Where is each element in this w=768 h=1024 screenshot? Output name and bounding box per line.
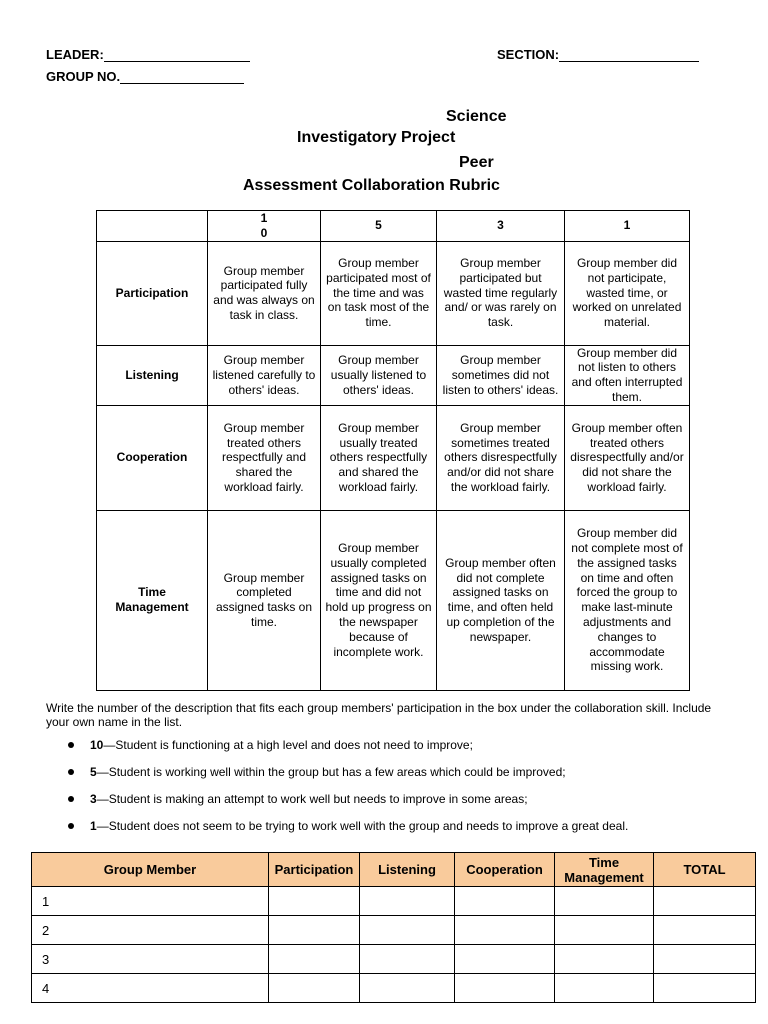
list-item [46, 792, 736, 819]
legend-number: 3 [90, 792, 97, 806]
criterion-label: Participation [97, 241, 208, 345]
score-cell[interactable] [455, 945, 555, 974]
legend-number: 10 [90, 738, 104, 752]
legend-dash: — [96, 792, 109, 806]
score-cell[interactable] [269, 945, 360, 974]
score-cell[interactable] [360, 916, 455, 945]
title-peer: Peer [459, 154, 494, 171]
score-cell[interactable] [555, 974, 654, 1003]
row-number: 2 [32, 916, 269, 945]
score-cell[interactable] [360, 974, 455, 1003]
score-cell[interactable] [555, 887, 654, 916]
row-number: 1 [32, 887, 269, 916]
section-blank[interactable] [559, 49, 699, 62]
score-cell[interactable] [269, 916, 360, 945]
rubric-cell: Group member did not complete most of the assigned tasks on time and often forced the group to make last-minute adjustments and changes to accommodate missing work. [565, 510, 690, 690]
row-number: 4 [32, 974, 269, 1003]
score-cell[interactable] [654, 916, 756, 945]
list-item [46, 765, 736, 792]
table-row [32, 945, 756, 974]
rubric-cell: Group member usually listened to others' ideas. [321, 345, 437, 405]
score-header-10 [208, 211, 321, 242]
legend-text: Student is making an attempt to work well but needs to improve in some areas; [108, 792, 528, 806]
score-header-3: 3 [437, 211, 565, 242]
list-item [46, 819, 736, 846]
table-row [32, 887, 756, 916]
legend-text: Student does not seem to be trying to work well with the group and needs to improve a great deal. [108, 819, 629, 833]
score-legend-list [46, 738, 736, 846]
score-cell[interactable] [654, 887, 756, 916]
score-header-1: 1 [565, 211, 690, 242]
legend-dash: — [96, 765, 109, 779]
bullet-icon [68, 796, 74, 802]
rubric-cell: Group member usually completed assigned tasks on time and did not hold up progress on the newspaper because of incomplete work. [321, 510, 437, 690]
score-header-row [32, 853, 756, 887]
rubric-table [96, 210, 690, 691]
legend-dash: — [96, 819, 109, 833]
table-row [32, 916, 756, 945]
rubric-row-cooperation [97, 405, 690, 510]
score-cell[interactable] [360, 945, 455, 974]
rubric-corner-cell [97, 211, 208, 242]
rubric-row-participation [97, 241, 690, 345]
rubric-cell: Group member listened carefully to others' ideas. [208, 345, 321, 405]
table-row [32, 974, 756, 1003]
rubric-cell: Group member sometimes did not listen to others' ideas. [437, 345, 565, 405]
group-field [46, 69, 244, 84]
instructions-text: Write the number of the description that fits each group members' participation in the box under the collaboration skill. Include your own name in the list. [46, 701, 712, 729]
section-field [497, 47, 699, 62]
rubric-cell: Group member often did not complete assigned tasks on time, and often held up completion of the newspaper. [437, 510, 565, 690]
rubric-cell: Group member often treated others disrespectfully and/or did not share the workload fairly. [565, 405, 690, 510]
score-table [31, 852, 756, 1003]
leader-field [46, 47, 250, 62]
rubric-header-row [97, 211, 690, 242]
row-number: 3 [32, 945, 269, 974]
bullet-icon [68, 823, 74, 829]
legend-number: 5 [90, 765, 97, 779]
score-header-5: 5 [321, 211, 437, 242]
list-item [46, 738, 736, 765]
legend-text: Student is functioning at a high level and does not need to improve; [115, 738, 473, 752]
score-cell[interactable] [654, 945, 756, 974]
rubric-cell: Group member participated but wasted time regularly and/ or was rarely on task. [437, 241, 565, 345]
score-cell[interactable] [269, 974, 360, 1003]
legend-dash: — [103, 738, 116, 752]
score-cell[interactable] [455, 916, 555, 945]
rubric-row-listening [97, 345, 690, 405]
col-listening: Listening [360, 853, 455, 887]
rubric-cell: Group member completed assigned tasks on time. [208, 510, 321, 690]
score-10-bottom: 0 [260, 225, 268, 240]
bullet-icon [68, 769, 74, 775]
title-science: Science [446, 108, 507, 125]
col-group-member: Group Member [32, 853, 269, 887]
group-blank[interactable] [120, 71, 244, 84]
col-cooperation: Cooperation [455, 853, 555, 887]
leader-blank[interactable] [104, 49, 250, 62]
score-cell[interactable] [555, 945, 654, 974]
col-participation: Participation [269, 853, 360, 887]
score-cell[interactable] [654, 974, 756, 1003]
section-label: SECTION: [497, 47, 560, 62]
rubric-row-time-management [97, 510, 690, 690]
rubric-cell: Group member participated fully and was always on task in class. [208, 241, 321, 345]
title-project: Investigatory Project [297, 129, 456, 146]
score-10-top: 1 [260, 211, 268, 225]
rubric-cell: Group member did not participate, wasted time, or worked on unrelated material. [565, 241, 690, 345]
legend-number: 1 [90, 819, 97, 833]
bullet-icon [68, 742, 74, 748]
score-cell[interactable] [555, 916, 654, 945]
criterion-label: Time Management [97, 510, 208, 690]
score-cell[interactable] [360, 887, 455, 916]
col-total: TOTAL [654, 853, 756, 887]
col-time-management: Time Management [555, 853, 654, 887]
rubric-cell: Group member usually treated others respectfully and shared the workload fairly. [321, 405, 437, 510]
score-cell[interactable] [455, 974, 555, 1003]
criterion-label: Cooperation [97, 405, 208, 510]
group-label: GROUP NO. [46, 69, 121, 84]
rubric-cell: Group member did not listen to others and often interrupted them. [565, 345, 690, 405]
criterion-label: Listening [97, 345, 208, 405]
rubric-cell: Group member treated others respectfully and shared the workload fairly. [208, 405, 321, 510]
rubric-cell: Group member sometimes treated others disrespectfully and/or did not share the workload fairly. [437, 405, 565, 510]
leader-label: LEADER: [46, 47, 104, 62]
rubric-cell: Group member participated most of the time and was on task most of the time. [321, 241, 437, 345]
score-cell[interactable] [269, 887, 360, 916]
score-cell[interactable] [455, 887, 555, 916]
title-rubric: Assessment Collaboration Rubric [243, 177, 500, 194]
legend-text: Student is working well within the group but has a few areas which could be improved; [108, 765, 566, 779]
